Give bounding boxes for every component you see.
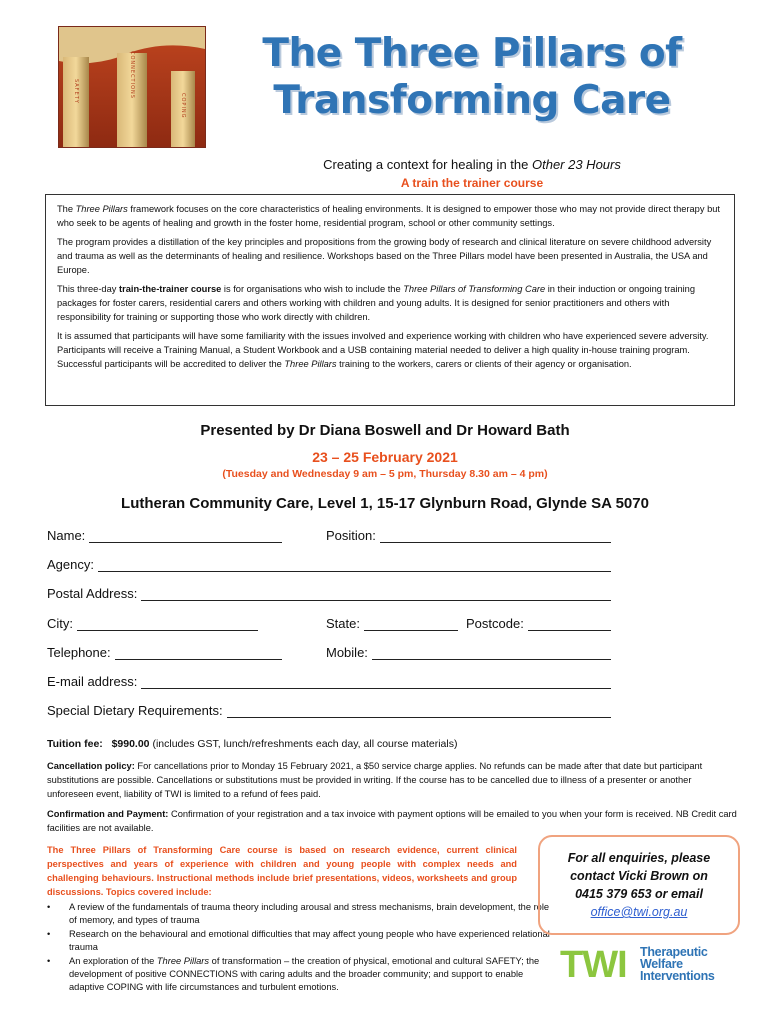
bullet: • [47, 902, 51, 912]
postal-address-field[interactable] [47, 586, 611, 601]
dietary-input-line[interactable] [227, 705, 611, 718]
position-label: Position: [326, 528, 376, 543]
dietary-field[interactable] [47, 703, 611, 718]
city-label: City: [47, 616, 73, 631]
agency-field[interactable] [47, 557, 611, 572]
topic-text-a: An exploration of the [69, 956, 157, 966]
intro-p3-em: Three Pillars of Transforming Care [403, 284, 546, 294]
logo-line-2: Welfare [640, 957, 683, 971]
confirmation-payment [47, 807, 737, 835]
course-type: A train the trainer course [400, 176, 544, 190]
intro-p3-a: This three-day [57, 284, 120, 294]
agency-label: Agency: [47, 557, 94, 572]
tuition-amount: $990.00 [111, 738, 150, 750]
intro-p4-b: training to the workers, carers or clients of their agency or organisation. [336, 359, 632, 369]
mobile-field[interactable] [326, 645, 611, 660]
name-input-line[interactable] [89, 530, 282, 543]
intro-box [45, 194, 735, 406]
state-label: State: [326, 616, 360, 631]
subtitle [232, 157, 712, 172]
state-field[interactable] [326, 616, 458, 631]
tuition-fee [47, 738, 457, 750]
title-line-1: The Three Pillars of [262, 31, 682, 76]
topics-list [47, 901, 552, 995]
topics-intro: The Three Pillars of Transforming Care course is based on research evidence, current clinical perspectives and years of experience with children and young people with complex needs and challenging behaviours. Instructional methods include brief presentations, videos, worksheets and group discussions. Topics covered include: [47, 845, 517, 897]
intro-p3-c: in their induction or ongoing training packages for foster carers, residential carers and others working with children and young adults. It is designed for senior practitioners and others with responsibility for training or supporting those who work directly with children. [57, 284, 696, 322]
bullet: • [47, 956, 51, 966]
event-times: (Tuesday and Wednesday 9 am – 5 pm, Thursday 8.30 am – 4 pm) [222, 468, 548, 480]
presenters: Presented by Dr Diana Boswell and Dr Howard Bath [200, 422, 570, 439]
subtitle-prefix: Creating a context for healing in the [323, 157, 532, 172]
page-title [232, 30, 712, 124]
logo-line-1: Therapeutic [640, 945, 708, 959]
topic-text: A review of the fundamentals of trauma theory including arousal and stress mechanisms, brain development, the role of memory, and types of trauma [69, 902, 550, 925]
postal-address-input-line[interactable] [141, 588, 611, 601]
bullet: • [47, 929, 51, 939]
tuition-detail: (includes GST, lunch/refreshments each day, all course materials) [149, 738, 458, 750]
intro-p4-a: It is assumed that participants will have some familiarity with the issues involved and experience working with children who have experienced severe adversity. Participants will receive a Training Manual, a Student Workbook and a USB containing material needed to deliver a high quality in-house training program. Successful participants will be accredited to deliver the [57, 331, 709, 369]
intro-paragraph-1 [57, 202, 724, 230]
pillars-photo-graphic [59, 27, 205, 147]
mobile-label: Mobile: [326, 645, 368, 660]
intro-p3-bold: train-the-trainer course [119, 284, 222, 294]
email-label: E-mail address: [47, 674, 138, 689]
mobile-input-line[interactable] [372, 647, 611, 660]
tuition-label: Tuition fee: [47, 738, 103, 750]
intro-p1-a: The [57, 204, 76, 214]
city-field[interactable] [47, 616, 258, 631]
intro-p1-b: framework focuses on the core characteristics of healing environments. It is designed to empower those who may not provide direct therapy but who seek to be agents of healing and growth in the foster home, residential program, school or other community settings. [57, 204, 720, 228]
event-venue: Lutheran Community Care, Level 1, 15-17 Glynburn Road, Glynde SA 5070 [121, 495, 649, 512]
postal-address-label: Postal Address: [47, 586, 138, 601]
intro-p3-b: is for organisations who wish to include the [221, 284, 404, 294]
pillar-word-coping: COPING [180, 93, 186, 119]
enquiry-line-3: 0415 379 653 or email [575, 887, 703, 901]
intro-paragraph-4 [57, 329, 724, 371]
postcode-label: Postcode: [466, 616, 524, 631]
topic-item [47, 955, 552, 994]
topic-text-b: of transformation – the creation of physical, emotional and cultural SAFETY; the development of positive CONNECTIONS with caring adults and the broader community; and support to enable adaptive COPING with life circumstances and turbulent emotions. [69, 956, 540, 992]
city-input-line[interactable] [77, 618, 258, 631]
intro-paragraph-2: The program provides a distillation of the key principles and propositions from the growing body of research and clinical literature on severe childhood adversity and trauma as well as the determinants of healing and resilience. Workshops based on the Three Pillars model have been presented in Australia, the USA and Europe. [57, 237, 712, 275]
postcode-field[interactable] [466, 616, 611, 631]
confirmation-label: Confirmation and Payment: [47, 809, 169, 819]
email-input-line[interactable] [141, 676, 611, 689]
telephone-label: Telephone: [47, 645, 111, 660]
agency-input-line[interactable] [98, 559, 611, 572]
telephone-field[interactable] [47, 645, 282, 660]
postcode-input-line[interactable] [528, 618, 611, 631]
name-label: Name: [47, 528, 86, 543]
logo-line-3: Interventions [640, 969, 715, 983]
topic-text: Research on the behavioural and emotional difficulties that may affect young people who have experienced relational trauma [69, 929, 550, 952]
twi-logo-mark: TWI [560, 944, 627, 983]
name-field[interactable] [47, 528, 282, 543]
title-line-2: Transforming Care [273, 78, 671, 123]
enquiry-box [538, 835, 740, 935]
intro-p1-em: Three Pillars [75, 204, 128, 214]
pillar-word-connections: CONNECTIONS [129, 51, 135, 99]
cancellation-label: Cancellation policy: [47, 761, 135, 771]
subtitle-emphasis: Other 23 Hours [531, 157, 621, 172]
enquiry-email-link[interactable]: office@twi.org.au [590, 905, 688, 919]
dietary-label: Special Dietary Requirements: [47, 703, 223, 718]
event-dates: 23 – 25 February 2021 [312, 449, 458, 465]
pillar-word-safety: SAFETY [73, 79, 79, 104]
topic-text-em: Three Pillars [156, 956, 210, 966]
cancellation-text: For cancellations prior to Monday 15 February 2021, a $50 service charge applies. No refunds can be made after that date but participant substitutions are possible. Cancellations or substitutions must be provided in writing. If the course has to be cancelled due to illness of a presenter or another unforeseen event, liability of TWI is limited to a refund of fees paid. [47, 761, 703, 799]
intro-p4-em: Three Pillars [284, 359, 337, 369]
enquiry-line-2: contact Vicki Brown on [570, 869, 708, 883]
position-field[interactable] [326, 528, 611, 543]
position-input-line[interactable] [380, 530, 611, 543]
state-input-line[interactable] [364, 618, 458, 631]
pillars-photo [58, 26, 206, 148]
email-field[interactable] [47, 674, 611, 689]
enquiry-line-1: For all enquiries, please [567, 851, 711, 865]
topic-item [47, 928, 552, 954]
twi-logo-text [640, 946, 715, 982]
cancellation-policy [47, 759, 737, 801]
intro-paragraph-3 [57, 282, 724, 324]
confirmation-text: Confirmation of your registration and a tax invoice with payment options will be emailed to you when your form is received. NB Credit card facilities are not available. [47, 809, 737, 833]
telephone-input-line[interactable] [115, 647, 282, 660]
topic-item [47, 901, 552, 927]
